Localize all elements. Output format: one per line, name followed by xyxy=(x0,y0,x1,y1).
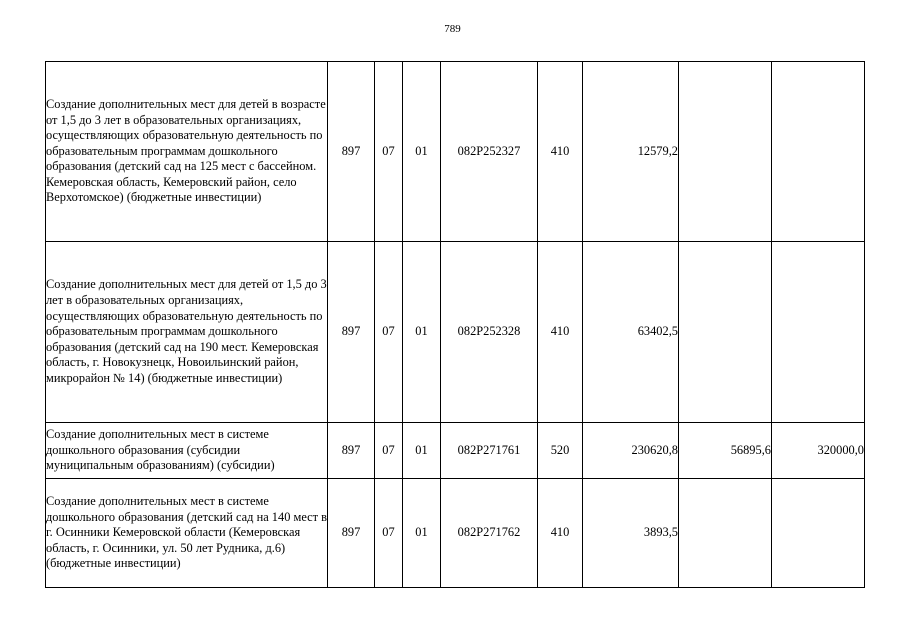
amount-1: 12579,2 xyxy=(583,62,679,242)
amount-3 xyxy=(772,62,865,242)
amount-2 xyxy=(679,479,772,588)
page-number: 789 xyxy=(444,23,461,35)
table-row xyxy=(46,479,865,588)
amount-2: 56895,6 xyxy=(679,423,772,479)
amount-1: 3893,5 xyxy=(583,479,679,588)
table-row xyxy=(46,62,865,242)
budget-table xyxy=(45,61,865,588)
section-code: 07 xyxy=(375,479,403,588)
section-code: 07 xyxy=(375,423,403,479)
row-description: Создание дополнительных мест в системе дошкольного образования (детский сад на 140 мест в г. Осинники Кемеровской области (Кемеровская область, г. Осинники, ул. 50 лет Рудника, д.6) (бюджетные инвестиции) xyxy=(46,479,328,588)
ministry-code: 897 xyxy=(328,423,375,479)
subsection-code: 01 xyxy=(403,242,441,423)
table-row xyxy=(46,423,865,479)
ministry-code: 897 xyxy=(328,62,375,242)
amount-3 xyxy=(772,242,865,423)
expense-type-code: 410 xyxy=(538,479,583,588)
amount-1: 63402,5 xyxy=(583,242,679,423)
target-article-code: 082P271761 xyxy=(441,423,538,479)
target-article-code: 082P271762 xyxy=(441,479,538,588)
section-code: 07 xyxy=(375,242,403,423)
expense-type-code: 520 xyxy=(538,423,583,479)
expense-type-code: 410 xyxy=(538,242,583,423)
subsection-code: 01 xyxy=(403,62,441,242)
ministry-code: 897 xyxy=(328,479,375,588)
expense-type-code: 410 xyxy=(538,62,583,242)
subsection-code: 01 xyxy=(403,423,441,479)
target-article-code: 082P252328 xyxy=(441,242,538,423)
section-code: 07 xyxy=(375,62,403,242)
row-description: Создание дополнительных мест для детей в возрасте от 1,5 до 3 лет в образовательных организациях, осуществляющих образовательную деятельность по образовательным программам дошкольного образования (детский сад на 125 мест с бассейном. Кемеровская область, Кемеровский район, село Верхотомское) (бюджетные инвестиции) xyxy=(46,62,328,242)
table-row xyxy=(46,242,865,423)
amount-3: 320000,0 xyxy=(772,423,865,479)
amount-1: 230620,8 xyxy=(583,423,679,479)
subsection-code: 01 xyxy=(403,479,441,588)
row-description: Создание дополнительных мест для детей от 1,5 до 3 лет в образовательных организациях, осуществляющих образовательную деятельность по образовательным программам дошкольного образования (детский сад на 190 мест. Кемеровская область, г. Новокузнецк, Новоильинский район, микрорайон № 14) (бюджетные инвестиции) xyxy=(46,242,328,423)
ministry-code: 897 xyxy=(328,242,375,423)
amount-2 xyxy=(679,62,772,242)
target-article-code: 082P252327 xyxy=(441,62,538,242)
row-description: Создание дополнительных мест в системе дошкольного образования (субсидии муниципальным образованиям) (субсидии) xyxy=(46,423,328,479)
amount-2 xyxy=(679,242,772,423)
amount-3 xyxy=(772,479,865,588)
